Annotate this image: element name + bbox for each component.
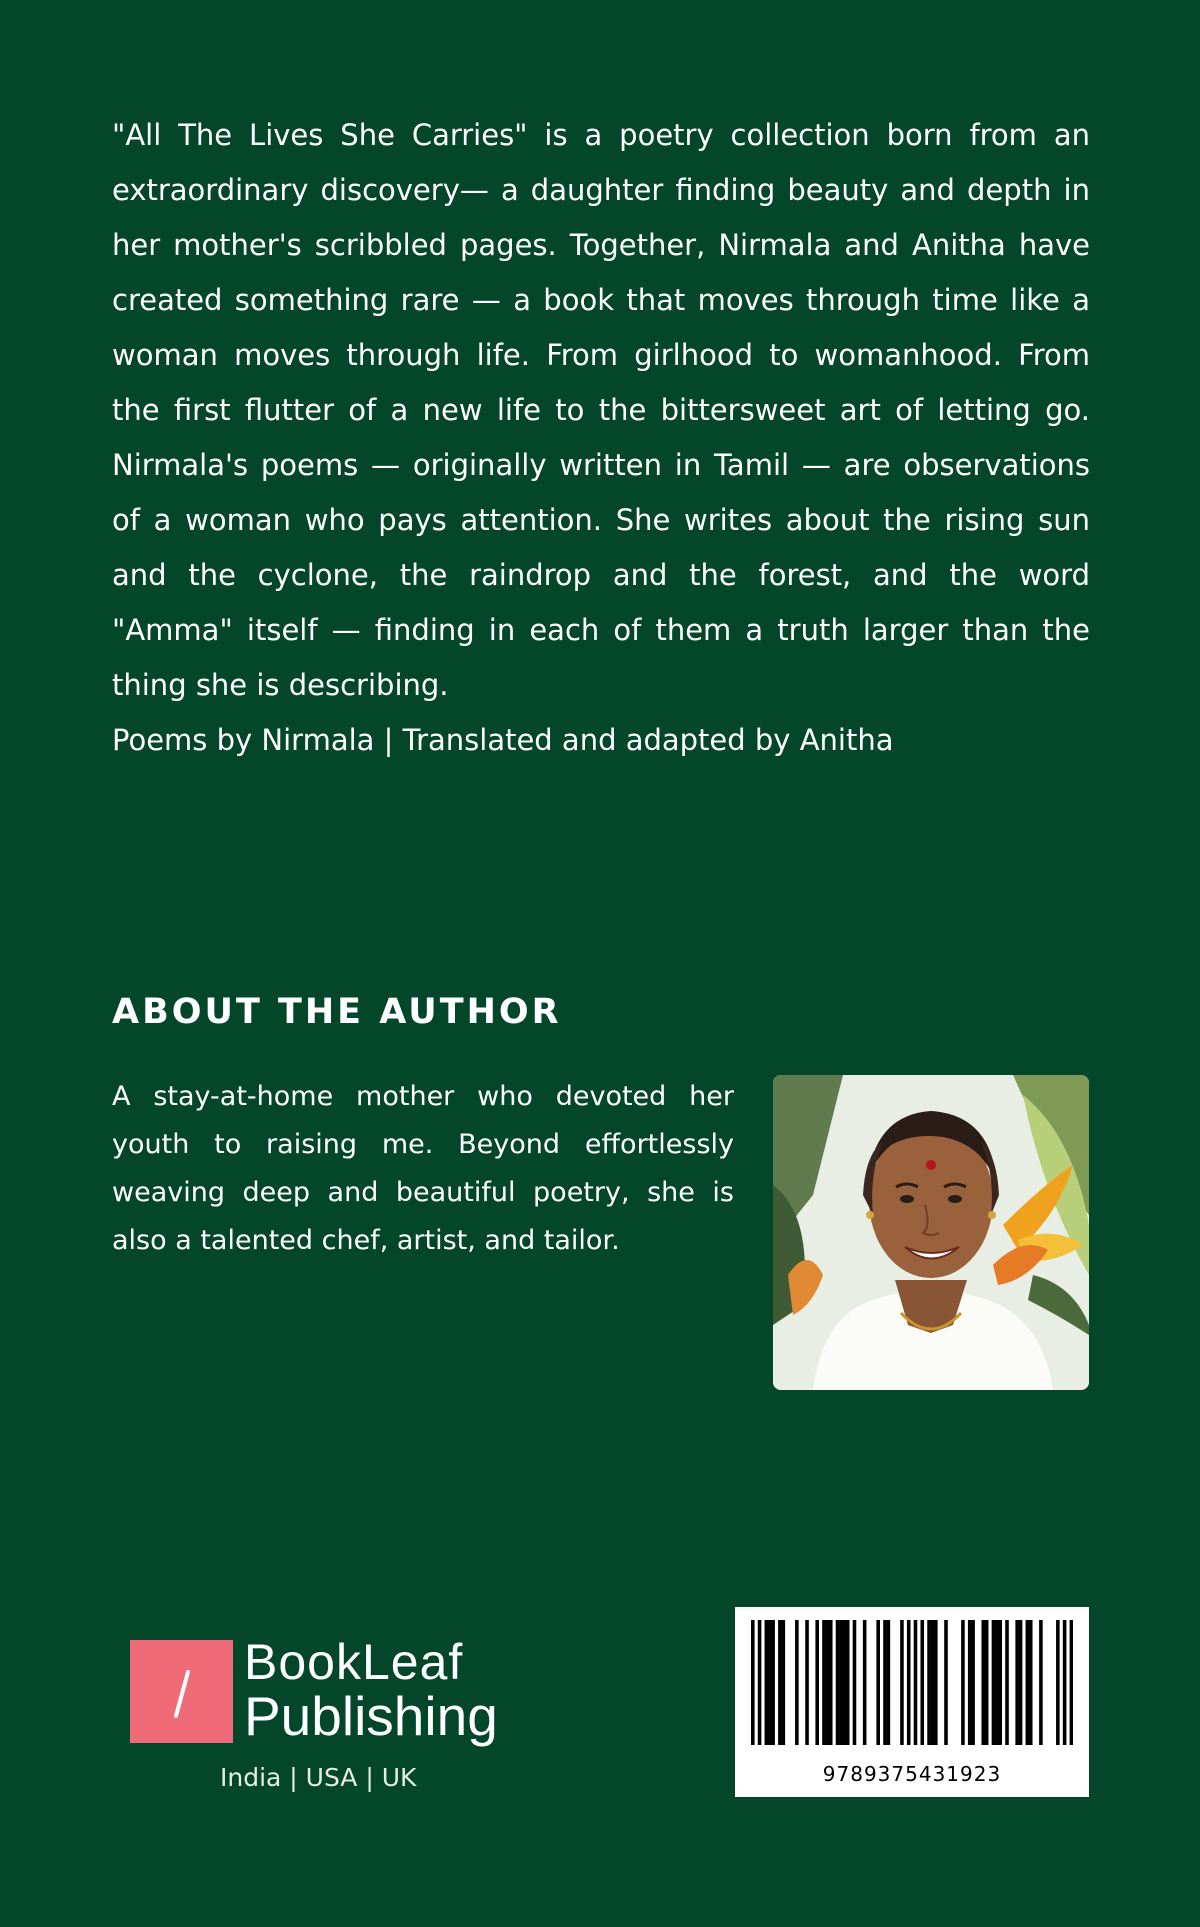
isbn-barcode <box>735 1607 1089 1797</box>
barcode-bar <box>931 1620 935 1745</box>
book-credits: Poems by Nirmala | Translated and adapted by Anitha <box>112 723 894 757</box>
barcode-bar <box>992 1620 996 1745</box>
barcode-bar <box>1070 1620 1073 1745</box>
barcode-bar <box>887 1620 891 1745</box>
isbn-number: 9789375431923 <box>822 1762 1002 1786</box>
barcode-bar <box>1063 1620 1067 1745</box>
barcode-bar <box>981 1620 985 1745</box>
barcode-bar <box>876 1620 880 1745</box>
barcode-bar <box>805 1620 809 1745</box>
barcode-bar <box>778 1620 782 1745</box>
barcode-bar <box>782 1620 786 1745</box>
barcode-bar <box>751 1620 755 1745</box>
publisher-name-line2: Publishing <box>244 1685 498 1747</box>
barcode-bar <box>826 1620 830 1745</box>
barcode-bar <box>1029 1620 1033 1745</box>
publisher-regions: India | USA | UK <box>220 1763 417 1792</box>
barcode-bar <box>815 1620 819 1745</box>
barcode-bar <box>998 1620 1002 1745</box>
barcode-bar <box>907 1620 911 1745</box>
barcode-bar <box>927 1620 931 1745</box>
barcode-bar <box>846 1620 850 1745</box>
barcode-bar <box>971 1620 975 1745</box>
publisher-logo <box>130 1634 510 1798</box>
barcode-bar <box>863 1620 867 1745</box>
barcode-bar <box>961 1620 965 1745</box>
barcode-bar <box>768 1620 772 1745</box>
barcode-bar <box>920 1620 924 1745</box>
barcode-bar <box>853 1620 857 1745</box>
barcode-bar <box>985 1620 989 1745</box>
barcode-bar <box>944 1620 948 1745</box>
barcode-bar <box>829 1620 833 1745</box>
barcode-bar <box>758 1620 762 1745</box>
barcode-bar <box>968 1620 972 1745</box>
author-photo <box>773 1075 1089 1390</box>
barcode-bar <box>836 1620 840 1745</box>
barcode-bar <box>1005 1620 1009 1745</box>
barcode-bar <box>1015 1620 1019 1745</box>
barcode-bar <box>900 1620 904 1745</box>
barcode-bar <box>839 1620 843 1745</box>
barcode-bar <box>771 1620 775 1745</box>
book-blurb: "All The Lives She Carries" is a poetry collection born from an extraordinary discovery— a daughter finding beauty and depth in her mother's scribbled pages. Together, Nirmala and Anitha have created something rare — a book that moves through time like a woman moves through life. From girlhood to womanhood. From the first flutter of a new life to the bittersweet art of letting go. Nirmala's poems — originally written in Tamil — are observations of a woman who pays attention. She writes about the rising sun and the cyclone, the raindrop and the forest, and the word "Amma" itself — finding in each of them a truth larger than the thing she is describing. <box>112 118 1090 702</box>
barcode-bar <box>1026 1620 1030 1745</box>
barcode-bars <box>751 1620 1073 1745</box>
barcode-bar <box>1056 1620 1060 1745</box>
barcode-bar <box>1039 1620 1043 1745</box>
barcode-bar <box>883 1620 887 1745</box>
about-author-text: A stay-at-home mother who devoted her youth to raising me. Beyond effortlessly weaving deep and beautiful poetry, she is also a talented chef, artist, and tailor. <box>112 1081 734 1256</box>
barcode-bar <box>765 1620 769 1745</box>
about-author-heading: ABOUT THE AUTHOR <box>112 992 562 1032</box>
barcode-bar <box>934 1620 938 1745</box>
logo-mark <box>130 1640 233 1743</box>
barcode-bar <box>995 1620 999 1745</box>
barcode-bar <box>843 1620 847 1745</box>
barcode-bar <box>914 1620 918 1745</box>
publisher-name-line1: BookLeaf <box>244 1634 464 1690</box>
barcode-bar <box>795 1620 799 1745</box>
barcode-bar <box>1019 1620 1023 1745</box>
slash-icon <box>130 1640 233 1743</box>
barcode-bar <box>822 1620 826 1745</box>
